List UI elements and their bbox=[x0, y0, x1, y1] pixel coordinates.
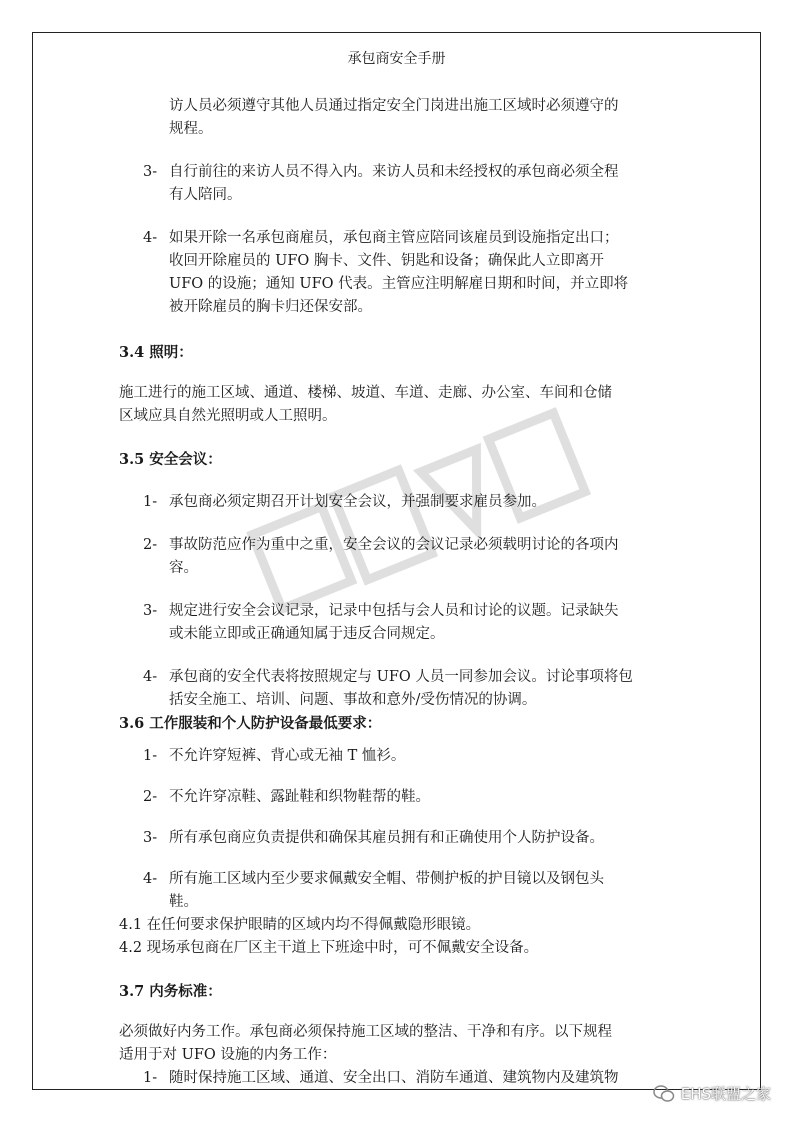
section-heading-3-6: 3.6 工作服装和个人防护设备最低要求： bbox=[119, 715, 382, 732]
text-line: 被开除雇员的胸卡归还保安部。 bbox=[169, 299, 372, 315]
item-number: 2- bbox=[143, 789, 158, 805]
text-line: 所有承包商应负责提供和确保其雇员拥有和正确使用个人防护设备。 bbox=[169, 830, 604, 846]
list-item bbox=[119, 600, 684, 646]
text-line: 括安全施工、培训、问题、事故和意外/受伤情况的协调。 bbox=[169, 692, 537, 708]
text-line: 自行前往的来访人员不得入内。来访人员和未经授权的承包商必须全程 bbox=[169, 164, 619, 180]
text-line: 或未能立即或正确通知属于违反合同规定。 bbox=[169, 626, 445, 642]
item-number: 3- bbox=[143, 830, 158, 846]
text-line: 不允许穿凉鞋、露趾鞋和织物鞋帮的鞋。 bbox=[169, 789, 430, 805]
item-number: 3- bbox=[143, 164, 158, 180]
text-line: 所有施工区域内至少要求佩戴安全帽、带侧护板的护目镜以及钢包头 bbox=[169, 871, 604, 887]
document-body bbox=[119, 95, 684, 1090]
subclause-4-1: 4.1 在任何要求保护眼睛的区域内均不得佩戴隐形眼镜。 bbox=[119, 917, 481, 933]
text-line: 承包商的安全代表将按照规定与 UFO 人员一同参加会议。讨论事项将包 bbox=[169, 669, 633, 685]
text-line: 容。 bbox=[169, 560, 198, 576]
item-number: 4- bbox=[143, 669, 158, 685]
list-item bbox=[119, 1067, 684, 1090]
text-line: 施工进行的施工区域、通道、楼梯、坡道、车道、走廊、办公室、车间和仓储 bbox=[119, 385, 612, 401]
section-heading-3-5: 3.5 安全会议： bbox=[119, 451, 222, 468]
text-line: UFO 的设施；通知 UFO 代表。主管应注明解雇日期和时间，并立即将 bbox=[169, 276, 629, 292]
item-number: 2- bbox=[143, 537, 158, 553]
text-line: 收回开除雇员的 UFO 胸卡、文件、钥匙和设备；确保此人立即离开 bbox=[169, 253, 604, 269]
item-number: 4- bbox=[143, 230, 158, 246]
wechat-icon bbox=[653, 1085, 675, 1103]
text-line: 区域应具自然光照明或人工照明。 bbox=[119, 408, 337, 424]
section-heading-3-7: 3.7 内务标准： bbox=[119, 983, 222, 1000]
item-number: 1- bbox=[143, 1070, 158, 1086]
text-line: 如果开除一名承包商雇员，承包商主管应陪同该雇员到设施指定出口； bbox=[169, 230, 619, 246]
text-line: 承包商必须定期召开计划安全会议，并强制要求雇员参加。 bbox=[169, 494, 546, 510]
text-line: 必须做好内务工作。承包商必须保持施工区域的整洁、干净和有序。以下规程 bbox=[119, 1024, 612, 1040]
list-item bbox=[119, 827, 684, 850]
intro-paragraph bbox=[119, 95, 684, 141]
text-line: 适用于对 UFO 设施的内务工作： bbox=[119, 1047, 337, 1063]
text-line: 规程。 bbox=[169, 121, 213, 137]
text-line: 事故防范应作为重中之重，安全会议的会议记录必须载明讨论的各项内 bbox=[169, 537, 619, 553]
item-number: 1- bbox=[143, 748, 158, 764]
item-number: 1- bbox=[143, 494, 158, 510]
text-line: 访人员必须遵守其他人员通过指定安全门岗进出施工区域时必须遵守的 bbox=[169, 98, 619, 114]
text-line: 规定进行安全会议记录，记录中包括与会人员和讨论的议题。记录缺失 bbox=[169, 603, 619, 619]
text-line: 不允许穿短裤、背心或无袖 T 恤衫。 bbox=[169, 748, 406, 764]
page-header: 承包商安全手册 bbox=[347, 51, 446, 67]
section-heading-3-4: 3.4 照明： bbox=[119, 344, 193, 361]
brand-name: EHS联盟之家 bbox=[680, 1085, 771, 1103]
list-item bbox=[119, 534, 684, 580]
subclause-4-2: 4.2 现场承包商在厂区主干道上下班途中时，可不佩戴安全设备。 bbox=[119, 940, 539, 956]
text-line: 有人陪同。 bbox=[169, 187, 242, 203]
list-item bbox=[119, 745, 684, 768]
list-item bbox=[119, 666, 684, 712]
list-item bbox=[119, 786, 684, 809]
item-number: 3- bbox=[143, 603, 158, 619]
item-number: 4- bbox=[143, 871, 158, 887]
footer-brand bbox=[653, 1083, 771, 1104]
list-item bbox=[119, 161, 684, 207]
list-item bbox=[119, 227, 684, 319]
list-item bbox=[119, 491, 684, 514]
list-item bbox=[119, 868, 684, 914]
text-line: 随时保持施工区域、通道、安全出口、消防车通道、建筑物内及建筑物 bbox=[169, 1070, 619, 1086]
text-line: 鞋。 bbox=[169, 894, 198, 910]
